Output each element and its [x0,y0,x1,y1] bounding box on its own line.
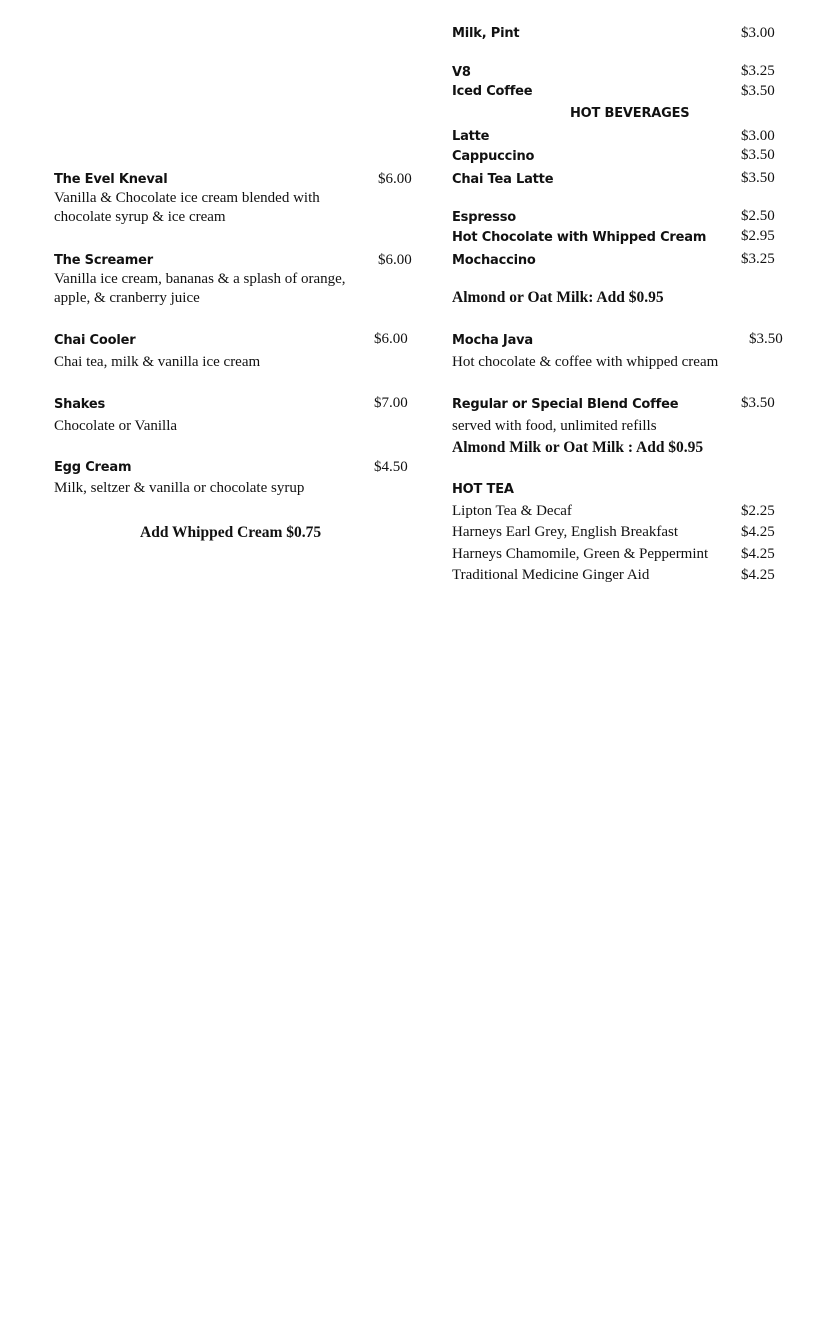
item-name-egg-cream: Egg Cream [54,460,132,475]
item-price-mochaccino: $3.25 [741,251,775,267]
item-name-v8: V8 [452,65,471,80]
item-name-screamer: The Screamer [54,253,153,268]
item-name-mochaccino: Mochaccino [452,253,536,268]
tea-name-harneys-chamomile: Harneys Chamomile, Green & Peppermint [452,546,709,562]
item-price-evel-kneval: $6.00 [378,171,412,187]
item-price-chai-tea-latte: $3.50 [741,170,775,186]
note-almond-oat-milk: Almond or Oat Milk: Add $0.95 [452,289,664,306]
tea-price-ginger-aid: $4.25 [741,567,775,583]
heading-hot-beverages: HOT BEVERAGES [570,106,690,121]
tea-name-harneys-earl-grey: Harneys Earl Grey, English Breakfast [452,524,679,540]
item-price-regular-coffee: $3.50 [741,395,775,411]
item-price-milk-pint: $3.00 [741,25,775,41]
item-desc-evel-kneval-2: chocolate syrup & ice cream [54,209,226,225]
item-desc-regular-coffee: served with food, unlimited refills [452,418,657,434]
item-desc-shakes: Chocolate or Vanilla [54,418,178,434]
item-name-latte: Latte [452,129,490,144]
item-name-chai-cooler: Chai Cooler [54,333,136,348]
item-price-latte: $3.00 [741,128,775,144]
item-name-mocha-java: Mocha Java [452,333,533,348]
tea-price-lipton: $2.25 [741,503,775,519]
note-whipped-cream: Add Whipped Cream $0.75 [140,524,322,541]
item-price-cappuccino: $3.50 [741,147,775,163]
item-price-shakes: $7.00 [374,395,408,411]
item-price-iced-coffee: $3.50 [741,83,775,99]
item-price-hot-chocolate: $2.95 [741,228,775,244]
heading-hot-tea: HOT TEA [452,482,514,497]
item-price-espresso: $2.50 [741,208,775,224]
item-name-milk-pint: Milk, Pint [452,26,520,41]
item-name-shakes: Shakes [54,397,106,412]
item-name-espresso: Espresso [452,210,516,225]
item-name-chai-tea-latte: Chai Tea Latte [452,172,554,187]
item-name-hot-chocolate: Hot Chocolate with Whipped Cream [452,230,707,245]
tea-price-harneys-chamomile: $4.25 [741,546,775,562]
item-price-v8: $3.25 [741,63,775,79]
item-desc-screamer-2: apple, & cranberry juice [54,290,200,306]
note-almond-oat-milk-coffee: Almond Milk or Oat Milk : Add $0.95 [452,439,704,456]
tea-name-lipton: Lipton Tea & Decaf [452,503,572,519]
item-name-iced-coffee: Iced Coffee [452,84,533,99]
item-desc-evel-kneval-1: Vanilla & Chocolate ice cream blended with [54,190,320,206]
item-name-regular-coffee: Regular or Special Blend Coffee [452,397,679,412]
item-price-mocha-java: $3.50 [749,331,783,347]
item-price-screamer: $6.00 [378,252,412,268]
item-desc-egg-cream: Milk, seltzer & vanilla or chocolate syrup [54,480,305,496]
item-name-cappuccino: Cappuccino [452,149,535,164]
item-price-chai-cooler: $6.00 [374,331,408,347]
item-desc-mocha-java: Hot chocolate & coffee with whipped cream [452,354,719,370]
item-desc-screamer-1: Vanilla ice cream, bananas & a splash of orange, [54,271,346,287]
item-desc-chai-cooler: Chai tea, milk & vanilla ice cream [54,354,261,370]
tea-name-ginger-aid: Traditional Medicine Ginger Aid [452,567,650,583]
item-name-evel-kneval: The Evel Kneval [54,172,168,187]
tea-price-harneys-earl-grey: $4.25 [741,524,775,540]
item-price-egg-cream: $4.50 [374,459,408,475]
